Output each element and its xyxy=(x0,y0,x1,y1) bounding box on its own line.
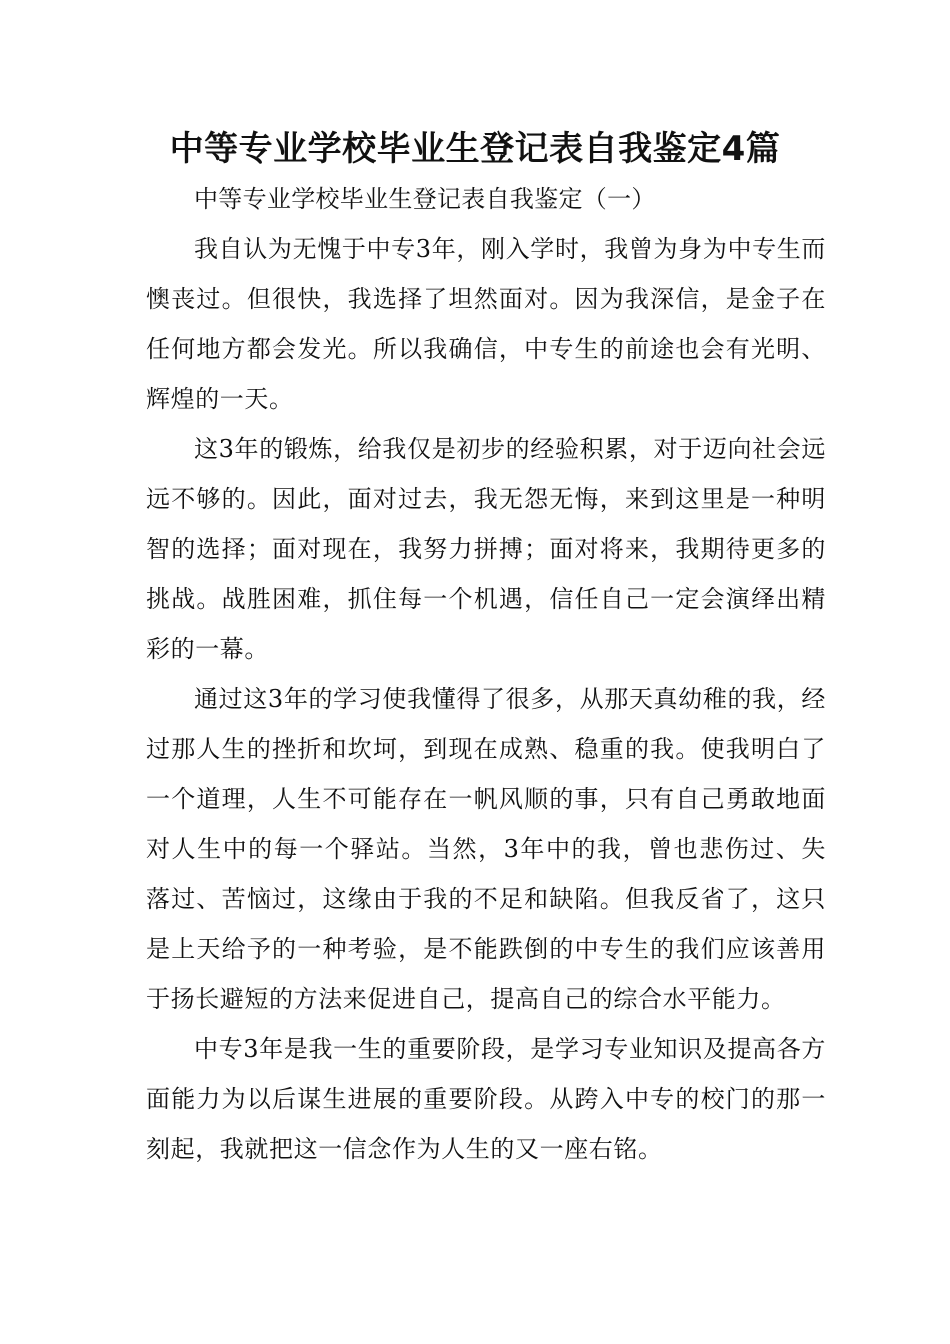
paragraph: 中专3年是我一生的重要阶段，是学习专业知识及提高各方面能力为以后谋生进展的重要阶段。从跨入中专的校门的那一刻起，我就把这一信念作为人生的又一座右铭。 xyxy=(146,1035,826,1163)
document-body xyxy=(146,174,826,1174)
paragraph: 通过这3年的学习使我懂得了很多，从那天真幼稚的我，经过那人生的挫折和坎坷，到现在成熟、稳重的我。使我明白了一个道理，人生不可能存在一帆风顺的事，只有自己勇敢地面对人生中的每一个驿站。当然，3年中的我，曾也悲伤过、失落过、苦恼过，这缘由于我的不足和缺陷。但我反省了，这只是上天给予的一种考验，是不能跌倒的中专生的我们应该善用于扬长避短的方法来促进自己，提高自己的综合水平能力。 xyxy=(146,685,826,1013)
paragraph: 我自认为无愧于中专3年，刚入学时，我曾为身为中专生而懊丧过。但很快，我选择了坦然面对。因为我深信，是金子在任何地方都会发光。所以我确信，中专生的前途也会有光明、辉煌的一天。 xyxy=(146,235,826,413)
section-heading: 中等专业学校毕业生登记表自我鉴定（一） xyxy=(194,185,656,213)
paragraph: 这3年的锻炼，给我仅是初步的经验积累，对于迈向社会远远不够的。因此，面对过去，我无怨无悔，来到这里是一种明智的选择；面对现在，我努力拼搏；面对将来，我期待更多的挑战。战胜困难，抓住每一个机遇，信任自己一定会演绎出精彩的一幕。 xyxy=(146,435,826,663)
document-title: 中等专业学校毕业生登记表自我鉴定4篇 xyxy=(169,129,781,169)
